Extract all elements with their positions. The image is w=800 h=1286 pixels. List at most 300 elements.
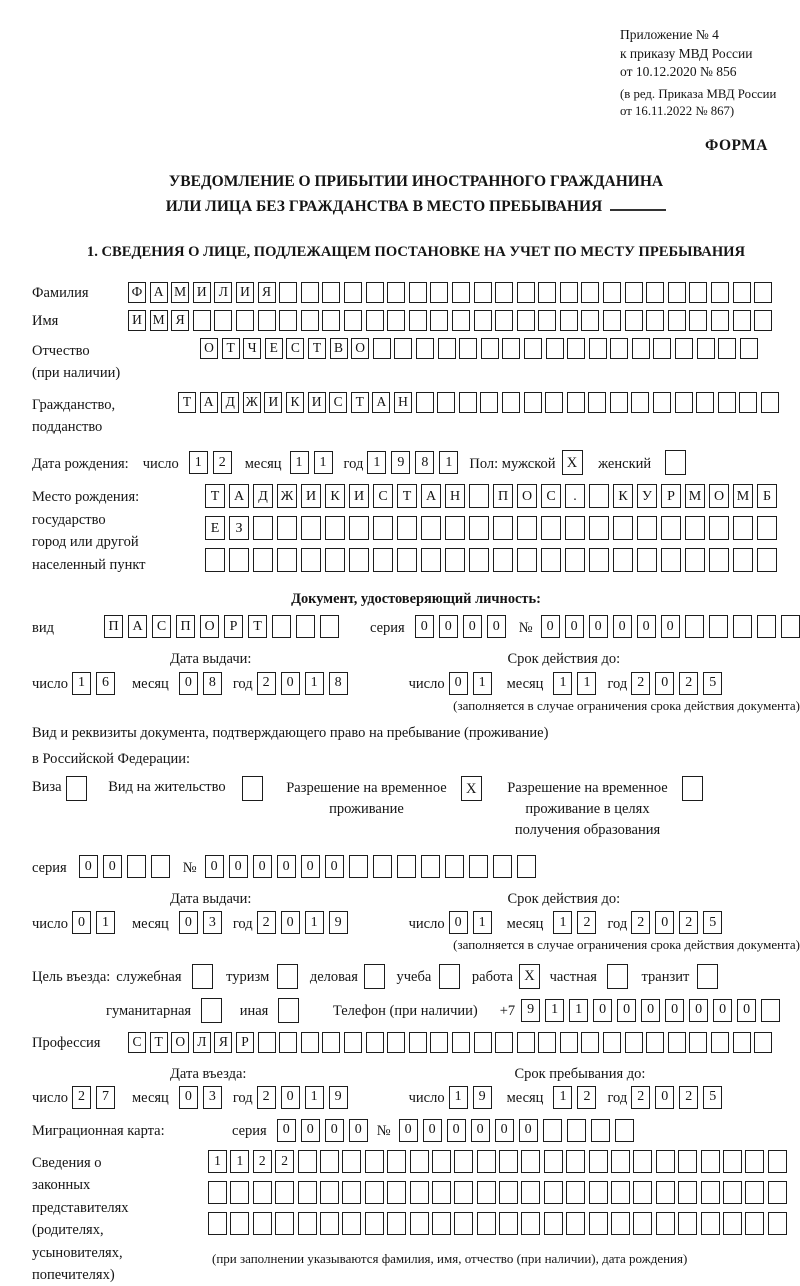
char-cell[interactable] <box>421 548 441 572</box>
char-cell[interactable] <box>437 392 455 413</box>
char-cell[interactable]: 0 <box>325 1119 344 1142</box>
char-cell[interactable] <box>589 1150 608 1173</box>
char-cell[interactable] <box>517 516 537 540</box>
char-cell[interactable]: 9 <box>473 1086 492 1109</box>
char-cell[interactable] <box>541 516 561 540</box>
char-cell[interactable] <box>387 282 405 303</box>
char-cell[interactable] <box>320 1212 339 1235</box>
char-cell[interactable] <box>298 1181 317 1204</box>
char-cell[interactable] <box>656 1150 675 1173</box>
char-cell[interactable]: Я <box>214 1032 232 1053</box>
char-cell[interactable]: 0 <box>737 999 756 1022</box>
char-cell[interactable]: Т <box>351 392 369 413</box>
char-cell[interactable] <box>342 1150 361 1173</box>
char-cell[interactable] <box>701 1150 720 1173</box>
char-cell[interactable] <box>193 310 211 331</box>
char-cell[interactable] <box>668 1032 686 1053</box>
char-cell[interactable] <box>733 282 751 303</box>
char-cell[interactable] <box>565 516 585 540</box>
char-cell[interactable] <box>665 450 686 475</box>
char-cell[interactable] <box>301 1032 319 1053</box>
char-cell[interactable] <box>410 1181 429 1204</box>
char-cell[interactable] <box>477 1181 496 1204</box>
char-cell[interactable]: М <box>150 310 168 331</box>
char-cell[interactable]: Т <box>205 484 225 508</box>
char-cell[interactable]: 7 <box>96 1086 115 1109</box>
char-cell[interactable] <box>474 282 492 303</box>
char-cell[interactable]: 2 <box>577 911 596 934</box>
char-cell[interactable]: Т <box>397 484 417 508</box>
char-cell[interactable]: 0 <box>439 615 458 638</box>
char-cell[interactable] <box>275 1181 294 1204</box>
char-cell[interactable] <box>366 310 384 331</box>
char-cell[interactable]: 9 <box>329 1086 348 1109</box>
char-cell[interactable] <box>208 1181 227 1204</box>
char-cell[interactable] <box>646 1032 664 1053</box>
char-cell[interactable]: 0 <box>471 1119 490 1142</box>
char-cell[interactable] <box>701 1181 720 1204</box>
char-cell[interactable]: 2 <box>257 1086 276 1109</box>
char-cell[interactable]: С <box>329 392 347 413</box>
char-cell[interactable] <box>565 548 585 572</box>
char-cell[interactable] <box>757 548 777 572</box>
char-cell[interactable] <box>421 516 441 540</box>
char-cell[interactable] <box>709 548 729 572</box>
char-cell[interactable]: 1 <box>208 1150 227 1173</box>
char-cell[interactable] <box>757 516 777 540</box>
char-cell[interactable]: 0 <box>205 855 224 878</box>
char-cell[interactable] <box>279 310 297 331</box>
char-cell[interactable] <box>668 310 686 331</box>
char-cell[interactable]: Ч <box>243 338 261 359</box>
char-cell[interactable] <box>373 548 393 572</box>
char-cell[interactable] <box>438 338 456 359</box>
char-cell[interactable]: Ж <box>243 392 261 413</box>
char-cell[interactable] <box>409 282 427 303</box>
char-cell[interactable]: 2 <box>257 911 276 934</box>
char-cell[interactable] <box>754 1032 772 1053</box>
char-cell[interactable] <box>633 1150 652 1173</box>
char-cell[interactable]: 2 <box>213 451 232 474</box>
char-cell[interactable] <box>493 855 512 878</box>
char-cell[interactable]: 0 <box>281 672 300 695</box>
char-cell[interactable] <box>653 338 671 359</box>
char-cell[interactable]: 1 <box>314 451 333 474</box>
char-cell[interactable] <box>589 338 607 359</box>
char-cell[interactable] <box>566 1181 585 1204</box>
char-cell[interactable] <box>668 282 686 303</box>
char-cell[interactable]: 0 <box>593 999 612 1022</box>
char-cell[interactable]: С <box>152 615 171 638</box>
char-cell[interactable]: К <box>613 484 633 508</box>
char-cell[interactable]: 1 <box>569 999 588 1022</box>
char-cell[interactable] <box>477 1212 496 1235</box>
char-cell[interactable]: 2 <box>679 1086 698 1109</box>
char-cell[interactable]: О <box>200 615 219 638</box>
char-cell[interactable] <box>697 338 715 359</box>
char-cell[interactable]: 9 <box>391 451 410 474</box>
char-cell[interactable] <box>544 1150 563 1173</box>
char-cell[interactable]: Е <box>265 338 283 359</box>
char-cell[interactable]: П <box>493 484 513 508</box>
char-cell[interactable] <box>397 855 416 878</box>
char-cell[interactable]: У <box>637 484 657 508</box>
char-cell[interactable]: 0 <box>423 1119 442 1142</box>
char-cell[interactable] <box>546 338 564 359</box>
char-cell[interactable] <box>733 516 753 540</box>
char-cell[interactable]: И <box>236 282 254 303</box>
char-cell[interactable] <box>723 1212 742 1235</box>
char-cell[interactable]: Д <box>253 484 273 508</box>
char-cell[interactable]: 9 <box>521 999 540 1022</box>
char-cell[interactable]: 1 <box>230 1150 249 1173</box>
char-cell[interactable]: Т <box>308 338 326 359</box>
char-cell[interactable]: 8 <box>415 451 434 474</box>
char-cell[interactable] <box>567 392 585 413</box>
char-cell[interactable] <box>678 1181 697 1204</box>
char-cell[interactable] <box>538 1032 556 1053</box>
char-cell[interactable] <box>495 310 513 331</box>
char-cell[interactable]: 1 <box>577 672 596 695</box>
char-cell[interactable] <box>545 392 563 413</box>
char-cell[interactable]: О <box>200 338 218 359</box>
char-cell[interactable]: 0 <box>179 672 198 695</box>
char-cell[interactable] <box>322 282 340 303</box>
char-cell[interactable] <box>298 1150 317 1173</box>
char-cell[interactable] <box>253 548 273 572</box>
char-cell[interactable] <box>607 964 628 989</box>
char-cell[interactable] <box>208 1212 227 1235</box>
char-cell[interactable] <box>272 615 291 638</box>
char-cell[interactable] <box>517 1032 535 1053</box>
char-cell[interactable]: 2 <box>72 1086 91 1109</box>
char-cell[interactable] <box>625 282 643 303</box>
char-cell[interactable]: Т <box>222 338 240 359</box>
char-cell[interactable]: 0 <box>399 1119 418 1142</box>
char-cell[interactable] <box>754 310 772 331</box>
char-cell[interactable]: М <box>733 484 753 508</box>
char-cell[interactable]: И <box>264 392 282 413</box>
char-cell[interactable]: Т <box>248 615 267 638</box>
char-cell[interactable]: 0 <box>713 999 732 1022</box>
char-cell[interactable] <box>745 1150 764 1173</box>
char-cell[interactable]: 0 <box>637 615 656 638</box>
char-cell[interactable] <box>689 1032 707 1053</box>
char-cell[interactable] <box>409 1032 427 1053</box>
char-cell[interactable] <box>366 282 384 303</box>
char-cell[interactable] <box>560 1032 578 1053</box>
char-cell[interactable] <box>646 310 664 331</box>
char-cell[interactable] <box>544 1181 563 1204</box>
char-cell[interactable] <box>214 310 232 331</box>
char-cell[interactable] <box>761 999 780 1022</box>
char-cell[interactable] <box>611 1212 630 1235</box>
char-cell[interactable]: Ж <box>277 484 297 508</box>
char-cell[interactable] <box>631 392 649 413</box>
char-cell[interactable] <box>474 310 492 331</box>
char-cell[interactable] <box>452 310 470 331</box>
char-cell[interactable]: О <box>351 338 369 359</box>
char-cell[interactable] <box>477 1150 496 1173</box>
char-cell[interactable]: X <box>519 964 540 989</box>
char-cell[interactable] <box>342 1181 361 1204</box>
char-cell[interactable] <box>279 282 297 303</box>
char-cell[interactable] <box>454 1181 473 1204</box>
char-cell[interactable]: Б <box>757 484 777 508</box>
char-cell[interactable]: И <box>301 484 321 508</box>
char-cell[interactable] <box>373 855 392 878</box>
char-cell[interactable]: 1 <box>305 911 324 934</box>
char-cell[interactable]: Е <box>205 516 225 540</box>
char-cell[interactable]: Т <box>178 392 196 413</box>
char-cell[interactable]: 0 <box>415 615 434 638</box>
char-cell[interactable] <box>416 338 434 359</box>
char-cell[interactable] <box>603 310 621 331</box>
char-cell[interactable] <box>387 310 405 331</box>
char-cell[interactable] <box>633 1181 652 1204</box>
char-cell[interactable] <box>733 548 753 572</box>
char-cell[interactable] <box>258 1032 276 1053</box>
char-cell[interactable] <box>236 310 254 331</box>
char-cell[interactable] <box>656 1181 675 1204</box>
char-cell[interactable] <box>201 998 222 1023</box>
char-cell[interactable] <box>723 1181 742 1204</box>
char-cell[interactable] <box>469 548 489 572</box>
char-cell[interactable] <box>242 776 263 801</box>
char-cell[interactable] <box>459 392 477 413</box>
char-cell[interactable] <box>733 615 752 638</box>
char-cell[interactable]: С <box>128 1032 146 1053</box>
char-cell[interactable] <box>296 615 315 638</box>
char-cell[interactable] <box>633 1212 652 1235</box>
char-cell[interactable] <box>349 855 368 878</box>
char-cell[interactable]: 9 <box>329 911 348 934</box>
char-cell[interactable] <box>711 282 729 303</box>
char-cell[interactable]: 0 <box>79 855 98 878</box>
char-cell[interactable] <box>653 392 671 413</box>
char-cell[interactable] <box>538 310 556 331</box>
char-cell[interactable] <box>205 548 225 572</box>
char-cell[interactable]: Р <box>224 615 243 638</box>
char-cell[interactable] <box>589 1181 608 1204</box>
char-cell[interactable]: С <box>541 484 561 508</box>
char-cell[interactable] <box>499 1212 518 1235</box>
char-cell[interactable] <box>253 1181 272 1204</box>
char-cell[interactable]: 1 <box>72 672 91 695</box>
char-cell[interactable] <box>474 1032 492 1053</box>
char-cell[interactable] <box>452 1032 470 1053</box>
char-cell[interactable]: 1 <box>305 1086 324 1109</box>
char-cell[interactable] <box>656 1212 675 1235</box>
char-cell[interactable] <box>469 516 489 540</box>
char-cell[interactable] <box>615 1119 634 1142</box>
char-cell[interactable] <box>567 338 585 359</box>
char-cell[interactable] <box>733 1032 751 1053</box>
char-cell[interactable]: 0 <box>565 615 584 638</box>
char-cell[interactable]: 0 <box>103 855 122 878</box>
char-cell[interactable] <box>757 615 776 638</box>
char-cell[interactable] <box>581 1032 599 1053</box>
char-cell[interactable] <box>253 516 273 540</box>
char-cell[interactable] <box>387 1150 406 1173</box>
char-cell[interactable]: К <box>286 392 304 413</box>
char-cell[interactable] <box>322 310 340 331</box>
char-cell[interactable]: 1 <box>189 451 208 474</box>
char-cell[interactable] <box>480 392 498 413</box>
char-cell[interactable] <box>521 1181 540 1204</box>
char-cell[interactable]: 0 <box>229 855 248 878</box>
char-cell[interactable] <box>502 338 520 359</box>
char-cell[interactable] <box>524 392 542 413</box>
char-cell[interactable] <box>258 310 276 331</box>
char-cell[interactable] <box>682 776 703 801</box>
char-cell[interactable] <box>459 338 477 359</box>
char-cell[interactable] <box>325 516 345 540</box>
char-cell[interactable] <box>711 1032 729 1053</box>
char-cell[interactable]: 0 <box>665 999 684 1022</box>
char-cell[interactable] <box>320 1181 339 1204</box>
char-cell[interactable] <box>745 1212 764 1235</box>
char-cell[interactable] <box>373 338 391 359</box>
char-cell[interactable] <box>432 1181 451 1204</box>
char-cell[interactable] <box>416 392 434 413</box>
char-cell[interactable]: 5 <box>703 911 722 934</box>
char-cell[interactable] <box>344 282 362 303</box>
char-cell[interactable] <box>229 548 249 572</box>
char-cell[interactable]: Я <box>258 282 276 303</box>
char-cell[interactable] <box>253 1212 272 1235</box>
char-cell[interactable]: X <box>461 776 482 801</box>
char-cell[interactable] <box>502 392 520 413</box>
char-cell[interactable] <box>591 1119 610 1142</box>
char-cell[interactable] <box>632 338 650 359</box>
char-cell[interactable] <box>560 282 578 303</box>
char-cell[interactable]: 0 <box>281 1086 300 1109</box>
char-cell[interactable] <box>709 615 728 638</box>
char-cell[interactable] <box>768 1181 787 1204</box>
char-cell[interactable] <box>397 548 417 572</box>
char-cell[interactable]: 1 <box>553 911 572 934</box>
char-cell[interactable] <box>517 282 535 303</box>
char-cell[interactable] <box>387 1032 405 1053</box>
char-cell[interactable] <box>322 1032 340 1053</box>
char-cell[interactable] <box>538 282 556 303</box>
char-cell[interactable] <box>66 776 87 801</box>
char-cell[interactable] <box>301 516 321 540</box>
char-cell[interactable]: Ф <box>128 282 146 303</box>
char-cell[interactable] <box>723 1150 742 1173</box>
char-cell[interactable] <box>589 516 609 540</box>
char-cell[interactable] <box>230 1212 249 1235</box>
char-cell[interactable] <box>230 1181 249 1204</box>
char-cell[interactable] <box>581 282 599 303</box>
char-cell[interactable] <box>697 964 718 989</box>
char-cell[interactable] <box>685 615 704 638</box>
char-cell[interactable]: 0 <box>617 999 636 1022</box>
char-cell[interactable] <box>517 310 535 331</box>
char-cell[interactable] <box>365 1212 384 1235</box>
char-cell[interactable]: 0 <box>253 855 272 878</box>
char-cell[interactable] <box>566 1212 585 1235</box>
char-cell[interactable]: А <box>128 615 147 638</box>
char-cell[interactable]: А <box>372 392 390 413</box>
char-cell[interactable] <box>524 338 542 359</box>
char-cell[interactable] <box>394 338 412 359</box>
char-cell[interactable]: 2 <box>679 911 698 934</box>
char-cell[interactable] <box>661 516 681 540</box>
char-cell[interactable] <box>646 282 664 303</box>
char-cell[interactable] <box>301 282 319 303</box>
char-cell[interactable] <box>445 548 465 572</box>
char-cell[interactable] <box>613 516 633 540</box>
char-cell[interactable] <box>588 392 606 413</box>
char-cell[interactable] <box>277 548 297 572</box>
char-cell[interactable]: 0 <box>541 615 560 638</box>
char-cell[interactable] <box>581 310 599 331</box>
char-cell[interactable]: 1 <box>305 672 324 695</box>
char-cell[interactable] <box>696 392 714 413</box>
char-cell[interactable]: С <box>286 338 304 359</box>
char-cell[interactable]: К <box>325 484 345 508</box>
char-cell[interactable] <box>517 548 537 572</box>
char-cell[interactable] <box>661 548 681 572</box>
char-cell[interactable] <box>320 1150 339 1173</box>
char-cell[interactable]: М <box>171 282 189 303</box>
char-cell[interactable] <box>432 1212 451 1235</box>
char-cell[interactable]: Н <box>394 392 412 413</box>
char-cell[interactable]: Я <box>171 310 189 331</box>
char-cell[interactable]: 0 <box>301 1119 320 1142</box>
char-cell[interactable]: 8 <box>203 672 222 695</box>
char-cell[interactable]: В <box>330 338 348 359</box>
char-cell[interactable] <box>493 516 513 540</box>
char-cell[interactable] <box>685 516 705 540</box>
char-cell[interactable] <box>781 615 800 638</box>
char-cell[interactable] <box>560 310 578 331</box>
char-cell[interactable] <box>277 516 297 540</box>
char-cell[interactable]: П <box>104 615 123 638</box>
char-cell[interactable] <box>365 1150 384 1173</box>
char-cell[interactable]: 0 <box>277 1119 296 1142</box>
char-cell[interactable] <box>589 484 609 508</box>
char-cell[interactable] <box>637 548 657 572</box>
char-cell[interactable] <box>365 1181 384 1204</box>
char-cell[interactable] <box>445 855 464 878</box>
char-cell[interactable]: 3 <box>203 1086 222 1109</box>
char-cell[interactable] <box>151 855 170 878</box>
char-cell[interactable] <box>493 548 513 572</box>
char-cell[interactable] <box>481 338 499 359</box>
char-cell[interactable]: 1 <box>290 451 309 474</box>
char-cell[interactable]: 1 <box>367 451 386 474</box>
char-cell[interactable]: 2 <box>631 672 650 695</box>
char-cell[interactable] <box>445 516 465 540</box>
char-cell[interactable] <box>541 548 561 572</box>
char-cell[interactable] <box>275 1212 294 1235</box>
char-cell[interactable]: 8 <box>329 672 348 695</box>
char-cell[interactable]: 5 <box>703 1086 722 1109</box>
char-cell[interactable]: М <box>685 484 705 508</box>
char-cell[interactable] <box>543 1119 562 1142</box>
char-cell[interactable]: О <box>171 1032 189 1053</box>
char-cell[interactable]: С <box>373 484 393 508</box>
char-cell[interactable]: А <box>200 392 218 413</box>
char-cell[interactable]: Л <box>214 282 232 303</box>
char-cell[interactable]: 0 <box>179 911 198 934</box>
char-cell[interactable] <box>397 516 417 540</box>
char-cell[interactable]: 5 <box>703 672 722 695</box>
char-cell[interactable] <box>625 1032 643 1053</box>
